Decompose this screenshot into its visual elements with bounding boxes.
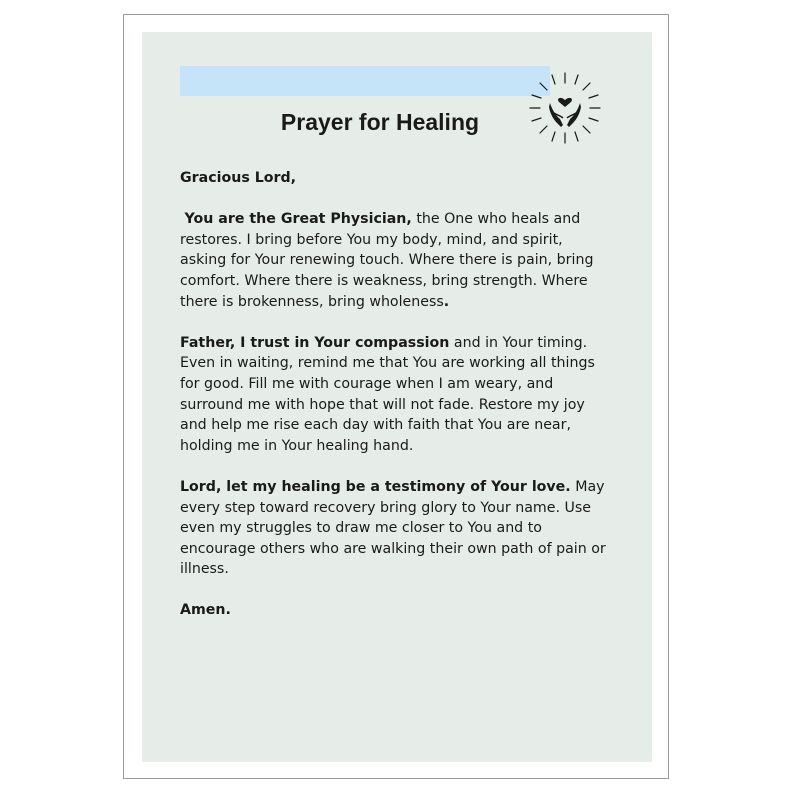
paragraph-1-trail: . xyxy=(443,293,450,310)
paragraph-3-lead: Lord, let my healing be a testimony of Your love. xyxy=(180,478,571,495)
greeting: Gracious Lord, xyxy=(180,170,297,186)
paragraph-3-text: May every step toward recovery bring glory to Your name. Use even my struggles to draw me closer to You and to encourage others who are walking their own path of pain or illness. xyxy=(180,478,606,578)
paragraph-2-text: and in Your timing. Even in waiting, remind me that You are working all things for good. Fill me with courage when I am weary, and surround me with hope that will not fade. Restore my joy and help me rise each day with faith that You are near, holding me in Your healing hand. xyxy=(180,334,595,454)
prayer-body xyxy=(180,168,610,642)
paragraph-2-lead: Father, I trust in Your compassion xyxy=(180,334,450,351)
paragraph-3 xyxy=(180,477,610,580)
paragraph-2 xyxy=(180,333,610,457)
paragraph-1-text: the One who heals and restores. I bring before You my body, mind, and spirit, asking for Your renewing touch. Where there is pain, bring comfort. Where there is weakness, bring strength. Where there is brokenness, bring wholeness xyxy=(180,211,594,310)
praying-hands-heart-icon xyxy=(526,69,604,147)
closing: Amen. xyxy=(180,602,231,619)
paragraph-1 xyxy=(180,209,610,312)
page-title: Prayer for Healing xyxy=(280,109,480,135)
paragraph-1-lead: You are the Great Physician, xyxy=(184,211,412,228)
title-accent-bar xyxy=(180,66,550,96)
